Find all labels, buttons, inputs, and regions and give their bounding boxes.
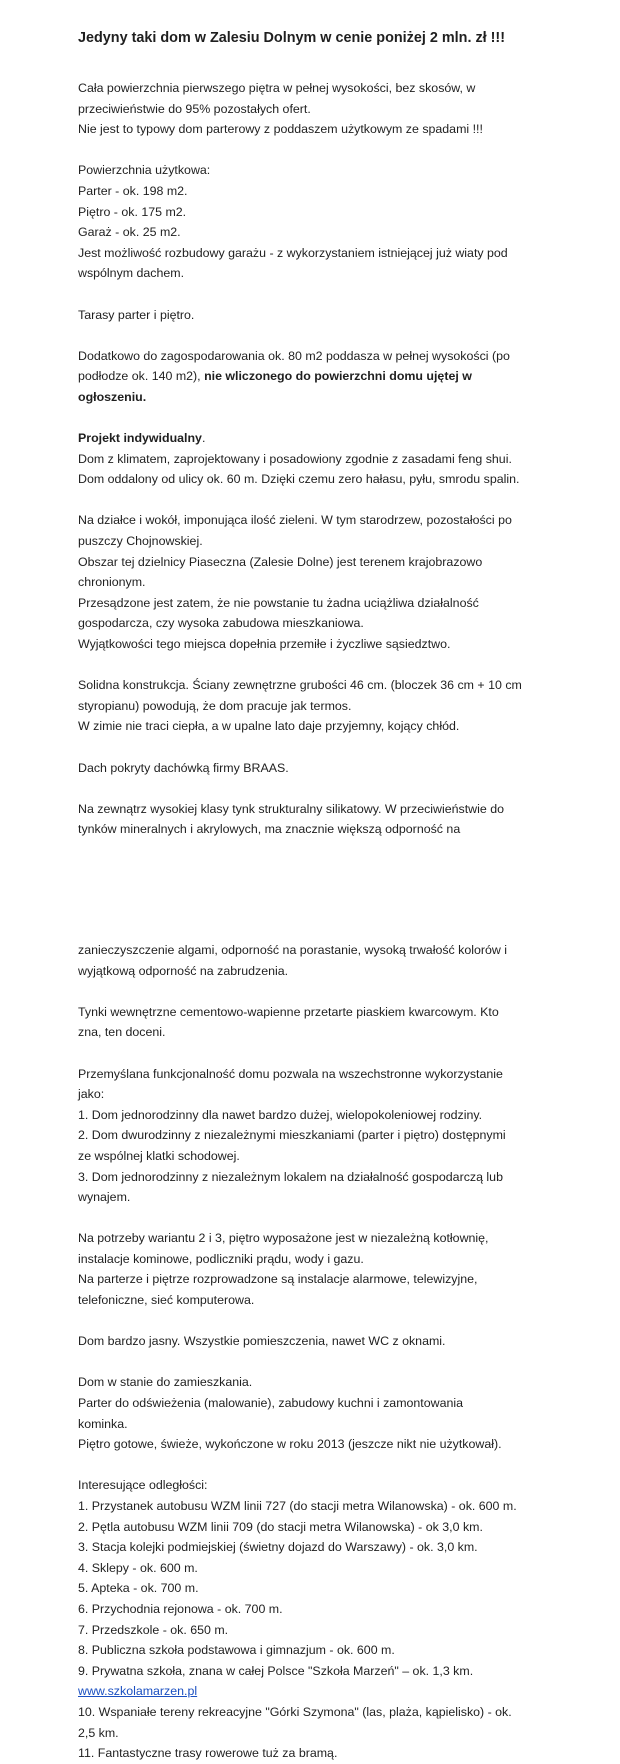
- text-line: Dom w stanie do zamieszkania.: [78, 1375, 253, 1390]
- text-line: wspólnym dachem.: [78, 266, 185, 281]
- text-line: W zimie nie traci ciepła, a w upalne lato daje przyjemny, kojący chłód.: [78, 719, 460, 734]
- text-plain: podłodze ok. 140 m2),: [78, 369, 205, 384]
- paragraph-roof: [78, 758, 580, 779]
- paragraph-usable-area: [78, 160, 580, 284]
- text-line: Piętro - ok. 175 m2.: [78, 204, 187, 219]
- text-line: puszczy Chojnowskiej.: [78, 534, 203, 549]
- paragraph-condition: [78, 1372, 580, 1454]
- paragraph-interior-plaster: [78, 1002, 580, 1043]
- text-line: Solidna konstrukcja. Ściany zewnętrzne grubości 46 cm. (bloczek 36 cm + 10 cm: [78, 678, 522, 693]
- text-line: chronionym.: [78, 575, 146, 590]
- list-item: 7. Przedszkole - ok. 650 m.: [78, 1622, 229, 1637]
- list-item: 5. Apteka - ok. 700 m.: [78, 1581, 199, 1596]
- school-website-link[interactable]: www.szkolamarzen.pl: [78, 1684, 198, 1699]
- document-title: Jedyny taki dom w Zalesiu Dolnym w cenie poniżej 2 mln. zł !!!: [78, 30, 506, 46]
- text-line: Na parterze i piętrze rozprowadzone są instalacje alarmowe, telewizyjne,: [78, 1272, 478, 1287]
- text-line: Dodatkowo do zagospodarowania ok. 80 m2 poddasza w pełnej wysokości (po: [78, 348, 510, 363]
- text-line: Garaż - ok. 25 m2.: [78, 225, 181, 240]
- text-line: Dach pokryty dachówką firmy BRAAS.: [78, 760, 289, 775]
- text-line: Tynki wewnętrzne cementowo-wapienne przetarte piaskiem kwarcowym. Kto: [78, 1004, 499, 1019]
- text-line: Piętro gotowe, świeże, wykończone w roku 2013 (jeszcze nikt nie użytkował).: [78, 1437, 502, 1452]
- list-item: 8. Publiczna szkoła podstawowa i gimnazjum - ok. 600 m.: [78, 1643, 395, 1658]
- text-line: telefoniczne, sieć komputerowa.: [78, 1293, 255, 1308]
- text-line: Dom bardzo jasny. Wszystkie pomieszczenia, nawet WC z oknami.: [78, 1334, 446, 1349]
- list-item: 1. Przystanek autobusu WZM linii 727 (do stacji metra Wilanowska) - ok. 600 m.: [78, 1499, 517, 1513]
- list-item: 10. Wspaniałe tereny rekreacyjne "Górki Szymona" (las, plaża, kąpielisko) - ok.: [78, 1704, 512, 1719]
- paragraph-bright-house: [78, 1331, 580, 1352]
- text-line: Na zewnątrz wysokiej klasy tynk strukturalny silikatowy. W przeciwieństwie do: [78, 801, 505, 816]
- text-line: ze wspólnej klatki schodowej.: [78, 1148, 240, 1163]
- list-item: 3. Stacja kolejki podmiejskiej (świetny dojazd do Warszawy) - ok. 3,0 km.: [78, 1540, 478, 1555]
- paragraph-first-floor: [78, 78, 580, 140]
- list-item: 4. Sklepy - ok. 600 m.: [78, 1560, 198, 1575]
- text-line: Na działce i wokół, imponująca ilość zieleni. W tym starodrzew, pozostałości po: [78, 513, 512, 528]
- text-line: wynajem.: [78, 1190, 131, 1205]
- paragraph-terraces: [78, 305, 580, 326]
- text-line: tynków mineralnych i akrylowych, ma znacznie większą odporność na: [78, 822, 461, 837]
- text-line: Jest możliwość rozbudowy garażu - z wykorzystaniem istniejącej już wiaty pod: [78, 245, 508, 260]
- text-line: [78, 366, 580, 387]
- text-line: Powierzchnia użytkowa:: [78, 163, 211, 178]
- list-item: 1. Dom jednorodzinny dla nawet bardzo dużej, wielopokoleniowej rodziny.: [78, 1107, 483, 1122]
- text-line-bold: ogłoszeniu.: [78, 389, 147, 404]
- text-line: Cała powierzchnia pierwszego piętra w pełnej wysokości, bez skosów, w: [78, 81, 476, 95]
- paragraph-functionality: [78, 1064, 580, 1208]
- text-line: Nie jest to typowy dom parterowy z poddaszem użytkowym ze spadami !!!: [78, 122, 483, 137]
- text-line: [78, 1681, 580, 1702]
- paragraph-exterior-plaster: [78, 799, 580, 840]
- paragraph-distances: [78, 1475, 580, 1763]
- text-line: Dom z klimatem, zaprojektowany i posadowiony zgodnie z zasadami feng shui.: [78, 451, 512, 466]
- section-heading: Interesujące odległości:: [78, 1478, 208, 1493]
- paragraph-individual-project: [78, 428, 580, 490]
- text-line: Na potrzeby wariantu 2 i 3, piętro wyposażone jest w niezależną kotłownię,: [78, 1231, 489, 1246]
- paragraph-exterior-plaster-continued: [78, 940, 580, 981]
- list-item: 3. Dom jednorodzinny z niezależnym lokalem na działalność gospodarczą lub: [78, 1169, 503, 1184]
- text-bold: nie wliczonego do powierzchni domu ujętej w: [204, 369, 472, 384]
- list-item: 2. Dom dwurodzinny z niezależnymi mieszkaniami (parter i piętro) dostępnymi: [78, 1128, 506, 1143]
- paragraph-installations: [78, 1228, 580, 1310]
- text-line: Przesądzone jest zatem, że nie powstanie tu żadna uciążliwa działalność: [78, 595, 479, 610]
- text-line: jako:: [78, 1087, 105, 1102]
- page-break-gap: [78, 840, 580, 940]
- text-line: wyjątkową odporność na zabrudzenia.: [78, 963, 289, 978]
- text-line: Przemyślana funkcjonalność domu pozwala na wszechstronne wykorzystanie: [78, 1066, 503, 1081]
- paragraph-construction: [78, 675, 580, 737]
- text-line: Obszar tej dzielnicy Piaseczna (Zalesie Dolne) jest terenem krajobrazowo: [78, 554, 483, 569]
- list-item: 9. Prywatna szkoła, znana w całej Polsce "Szkoła Marzeń" – ok. 1,3 km.: [78, 1663, 474, 1678]
- text-line: 2,5 km.: [78, 1725, 119, 1740]
- text-line: Dom oddalony od ulicy ok. 60 m. Dzięki czemu zero hałasu, pyłu, smrodu spalin.: [78, 472, 520, 487]
- paragraph-attic: [78, 346, 580, 408]
- list-item: 6. Przychodnia rejonowa - ok. 700 m.: [78, 1601, 283, 1616]
- text-line: instalacje kominowe, podliczniki prądu, wody i gazu.: [78, 1251, 364, 1266]
- text-line: Wyjątkowości tego miejsca dopełnia przemiłe i życzliwe sąsiedztwo.: [78, 637, 451, 652]
- section-heading: Projekt indywidualny: [78, 431, 202, 446]
- text-plain: .: [201, 431, 206, 446]
- text-line: zna, ten doceni.: [78, 1025, 166, 1040]
- text-line: Parter do odświeżenia (malowanie), zabudowy kuchni i zamontowania: [78, 1396, 463, 1411]
- list-item: 11. Fantastyczne trasy rowerowe tuż za bramą.: [78, 1746, 338, 1761]
- text-line: kominka.: [78, 1416, 128, 1431]
- text-line: Tarasy parter i piętro.: [78, 307, 195, 322]
- paragraph-greenery: [78, 510, 580, 654]
- text-line: przeciwieństwie do 95% pozostałych ofert.: [78, 101, 311, 116]
- text-line: zanieczyszczenie algami, odporność na porastanie, wysoką trwałość kolorów i: [78, 942, 508, 957]
- text-line: Parter - ok. 198 m2.: [78, 183, 188, 198]
- text-line: [78, 428, 580, 449]
- text-line: gospodarcza, czy wysoka zabudowa mieszkaniowa.: [78, 616, 364, 631]
- text-line: styropianu) powodują, że dom pracuje jak termos.: [78, 698, 352, 713]
- list-item: 2. Pętla autobusu WZM linii 709 (do stacji metra Wilanowska) - ok 3,0 km.: [78, 1519, 483, 1534]
